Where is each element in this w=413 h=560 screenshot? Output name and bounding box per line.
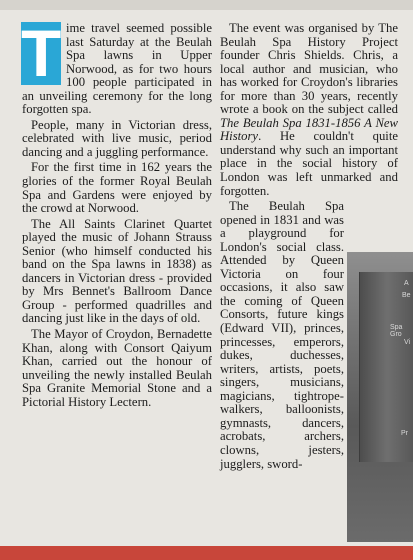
memorial-stone-photo [347,252,413,542]
drop-cap: T [21,16,62,90]
photo-text: Spa Gro [390,324,403,338]
event-text-start: The event was organised by The Beulah Spa History Project founder Chris Shields. Chris, a local author and musician, who has worked for Croydon's libraries for more than 30 years, recently wrote a book on the subject called [220,21,398,117]
photo-text: Be [402,292,411,299]
paragraph-mayor: The Mayor of Croydon, Bernadette Khan, along with Consort Qaiyum Khan, carried out the honour of unveiling the newly installed Beulah Spa Granite Memorial Stone and a Pictorial History Lectern. [22,327,212,409]
photo-text: A [404,280,409,287]
paragraph-quartet: The All Saints Clarinet Quartet played the music of Johann Strauss Senior (who himself conducted his band on the Spa lawns in 1838) as dancers in Victorian dress - provided by Mrs Bennet's Ballroom Dance Group - performed quadrilles and dancing just like in the days of old. [22,216,212,326]
top-strip [0,0,413,10]
intro-text: ime travel seemed possible last Saturday at the Beulah Spa lawns in Upper Norwood, as for two hours 100 people participated in an unveiling ceremony for the long forgotten spa. [22,21,212,117]
paragraph-intro [21,16,212,117]
paragraph-history: The Beulah Spa opened in 1831 and was a playground for London's social class. Attended by Queen Victoria on four occasions, it also saw the coming of Queen Consorts, future kings (Edward VII), princes, princesses, emperors, dukes, duchesses, writers, artists, poets, singers, musicians, magicians, tightrope-walkers, balloonists, gymnasts, dancers, acrobats, archers, clowns, jesters, jugglers, sword- [220,199,344,471]
photo-text: Vi [404,339,411,346]
event-text-end: . He couldn't quite understand why such an important place in the social history of London was left unmarked and forgotten. [220,129,398,198]
book-title: The Beulah Spa 1831-1856 A New History [220,115,398,144]
photo-text: Pr [401,430,408,437]
paragraph-event [220,22,398,198]
paragraph-first-time: For the first time in 162 years the glories of the former Royal Beulah Spa and Gardens were enjoyed by the crowd at Norwood. [22,160,212,216]
article-column-1 [21,16,212,411]
bottom-color-bar [0,546,413,560]
paragraph-dress: People, many in Victorian dress, celebrated with live music, period dancing and a juggling performance. [22,117,212,159]
